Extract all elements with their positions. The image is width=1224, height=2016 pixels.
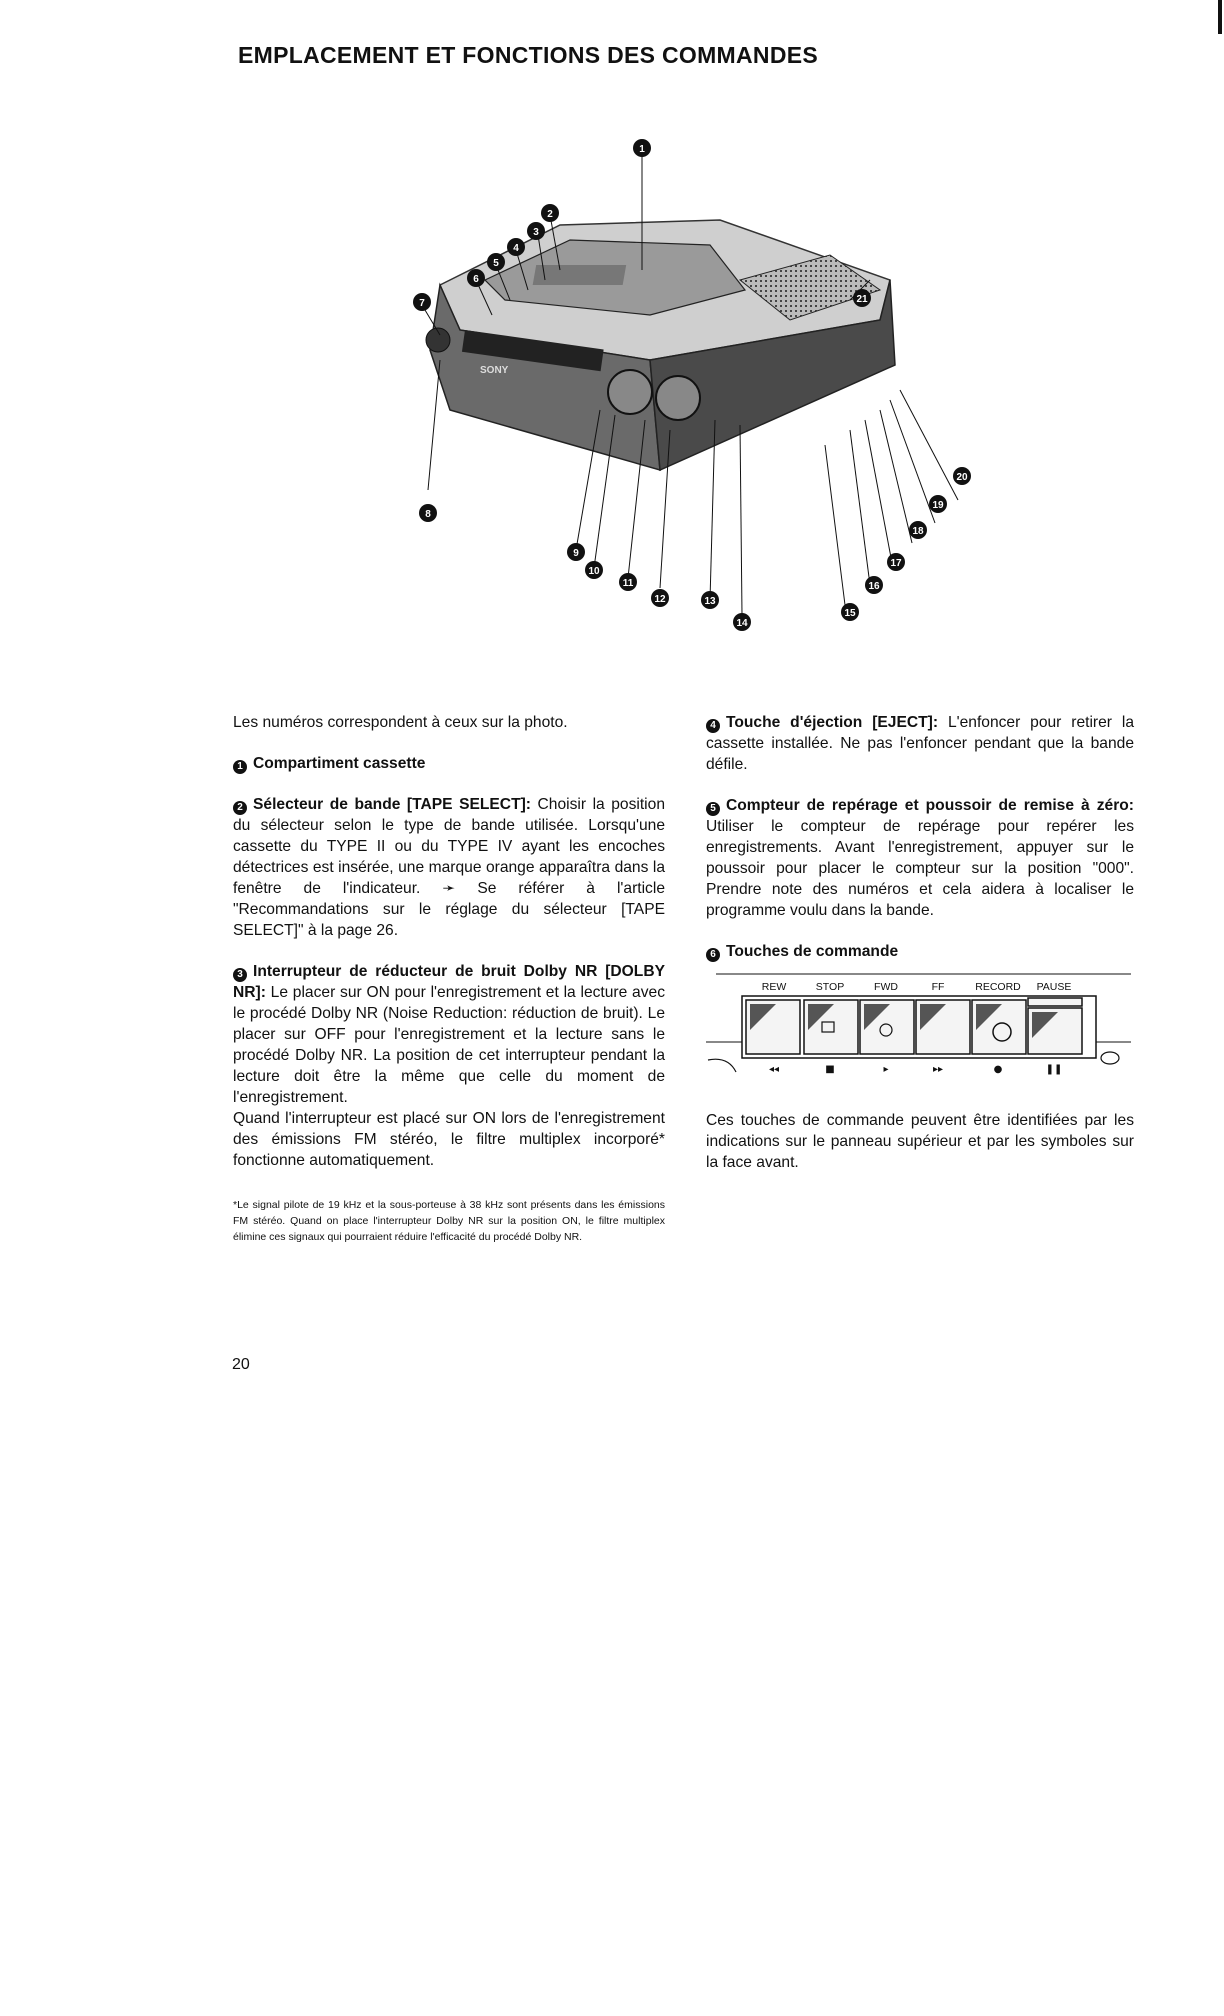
dial-icon bbox=[1101, 1052, 1119, 1064]
callout-21 bbox=[853, 289, 871, 307]
svg-text:8: 8 bbox=[425, 509, 431, 520]
callout-8 bbox=[419, 504, 437, 522]
callout-20 bbox=[953, 467, 971, 485]
page-number: 20 bbox=[232, 1356, 250, 1373]
callout-2 bbox=[541, 204, 559, 222]
svg-text:20: 20 bbox=[956, 472, 968, 483]
item-1 bbox=[233, 753, 665, 774]
curve-mark bbox=[708, 1059, 736, 1072]
callout-11 bbox=[619, 573, 637, 591]
intro-text: Les numéros correspondent à ceux sur la photo. bbox=[233, 714, 568, 731]
footnote: *Le signal pilote de 19 kHz et la sous-porteuse à 38 kHz sont présents dans les émissions FM stéréo. Quand on place l'interrupteur Dolby NR sur la position ON, le filtre multiplex élimine ces signaux qui pourraient réduire l'efficacité du procédé Dolby NR. bbox=[233, 1199, 665, 1243]
callout-18 bbox=[909, 521, 927, 539]
callout-1 bbox=[633, 139, 651, 157]
fwd-symbol: ▸ bbox=[883, 1064, 889, 1075]
item-5-text: Utiliser le compteur de repérage pour repérer les enregistrements. Avant l'enregistrement, appuyer sur le poussoir pour placer le compteur sur la position "000". Prendre note des numéros et cela aidera à localiser le programme voulu dans la bande. bbox=[706, 818, 1134, 919]
svg-text:4: 4 bbox=[513, 243, 519, 254]
label-stop: STOP bbox=[815, 981, 845, 993]
pause-key-top bbox=[1028, 998, 1082, 1006]
label-rew: REW bbox=[761, 981, 787, 993]
item-5 bbox=[706, 795, 1134, 921]
front-knob-left bbox=[608, 370, 652, 414]
svg-text:18: 18 bbox=[912, 526, 924, 537]
svg-text:14: 14 bbox=[736, 618, 748, 629]
item-5-heading: Compteur de repérage et poussoir de remise à zéro: bbox=[726, 797, 1134, 814]
item-3-text-2: Quand l'interrupteur est placé sur ON lors de l'enregistrement des émissions FM stéréo, le filtre multiplex incorporé* fonctionne automatiquement. bbox=[233, 1110, 665, 1169]
item-4-text: L'enfoncer pour retirer la cassette installée. Ne pas l'enfoncer pendant que la bande défile. bbox=[706, 714, 1135, 773]
front-knob-right bbox=[656, 376, 700, 420]
closing-text: Ces touches de commande peuvent être identifiées par les indications sur le panneau supérieur et par les symboles sur la face avant. bbox=[706, 1112, 1134, 1171]
svg-text:11: 11 bbox=[622, 578, 634, 589]
callout-15 bbox=[841, 603, 859, 621]
item-4-number: 4 bbox=[706, 719, 720, 733]
svg-text:7: 7 bbox=[419, 298, 425, 309]
item-5-number: 5 bbox=[706, 802, 720, 816]
svg-text:6: 6 bbox=[473, 274, 479, 285]
callout-14 bbox=[733, 613, 751, 631]
callout-6 bbox=[467, 269, 485, 287]
page-title: EMPLACEMENT ET FONCTIONS DES COMMANDES bbox=[238, 42, 819, 68]
svg-text:15: 15 bbox=[844, 608, 856, 619]
ff-symbol: ▸▸ bbox=[932, 1064, 944, 1075]
svg-text:13: 13 bbox=[704, 596, 716, 607]
svg-text:5: 5 bbox=[493, 258, 499, 269]
item-3-heading: Interrupteur de réducteur de bruit Dolby NR [DOLBY NR]: bbox=[233, 963, 665, 1001]
label-ff: FF bbox=[931, 981, 945, 993]
callout-13 bbox=[701, 591, 719, 609]
item-6-number: 6 bbox=[706, 948, 720, 962]
callout-19 bbox=[929, 495, 947, 513]
callout-5 bbox=[487, 253, 505, 271]
item-4-heading: Touche d'éjection [EJECT]: bbox=[726, 714, 939, 731]
svg-text:10: 10 bbox=[588, 566, 600, 577]
rew-symbol: ◂◂ bbox=[768, 1064, 780, 1075]
margin-mark bbox=[1218, 0, 1222, 34]
item-1-heading: Compartiment cassette bbox=[253, 755, 426, 772]
cassette-deck-drawing bbox=[410, 130, 990, 640]
item-4 bbox=[706, 712, 1134, 775]
right-column bbox=[706, 712, 1134, 1173]
item-2-text: Choisir la position du sélecteur selon le type de bande utilisée. Lorsqu'une cassette du TYPE II ou du TYPE IV ayant les encoches détectrices est insérée, une marque orange apparaîtra dans la fenêtre de l'indicateur. ➛ Se référer à l'article "Recommandations sur le réglage du sélecteur [TAPE SELECT]" à la page 26. bbox=[233, 796, 665, 939]
item-3-number: 3 bbox=[233, 968, 247, 982]
svg-text:12: 12 bbox=[654, 594, 666, 605]
record-symbol: ● bbox=[993, 1064, 1003, 1075]
item-6-heading: Touches de commande bbox=[726, 943, 899, 960]
callout-17 bbox=[887, 553, 905, 571]
item-6 bbox=[706, 941, 1134, 962]
item-3 bbox=[233, 961, 665, 1108]
svg-text:9: 9 bbox=[573, 548, 579, 559]
svg-text:21: 21 bbox=[856, 294, 868, 305]
item-2-heading: Sélecteur de bande [TAPE SELECT]: bbox=[253, 796, 531, 813]
callout-7 bbox=[413, 293, 431, 311]
callout-3 bbox=[527, 222, 545, 240]
label-record: RECORD bbox=[975, 981, 1021, 993]
stop-symbol: ■ bbox=[825, 1064, 835, 1075]
svg-text:19: 19 bbox=[932, 500, 944, 511]
callout-4 bbox=[507, 238, 525, 256]
svg-text:2: 2 bbox=[547, 209, 553, 220]
callout-10 bbox=[585, 561, 603, 579]
svg-text:17: 17 bbox=[890, 558, 902, 569]
item-2-number: 2 bbox=[233, 801, 247, 815]
callout-16 bbox=[865, 576, 883, 594]
pause-symbol: ❚❚ bbox=[1045, 1064, 1063, 1075]
svg-text:1: 1 bbox=[639, 144, 645, 155]
svg-text:3: 3 bbox=[533, 227, 539, 238]
label-pause: PAUSE bbox=[1036, 981, 1072, 993]
item-2 bbox=[233, 794, 665, 941]
left-column bbox=[233, 712, 665, 1245]
brand-label: SONY bbox=[480, 365, 509, 376]
callout-9 bbox=[567, 543, 585, 561]
cassette-label-area bbox=[533, 265, 627, 285]
callout-12 bbox=[651, 589, 669, 607]
svg-text:16: 16 bbox=[868, 581, 880, 592]
product-illustration bbox=[410, 130, 990, 640]
control-buttons-diagram bbox=[706, 968, 1134, 1088]
label-fwd: FWD bbox=[874, 981, 898, 993]
item-3-text: Le placer sur ON pour l'enregistrement et la lecture avec le procédé Dolby NR (Noise Reduction: réduction de bruit). Le placer sur OFF pour l'enregistrement et la lecture sans le procédé Dolby NR. La position de cet interrupteur pendant la lecture doit être la même que celle du moment de l'enregistrement. bbox=[233, 984, 665, 1106]
item-1-number: 1 bbox=[233, 760, 247, 774]
